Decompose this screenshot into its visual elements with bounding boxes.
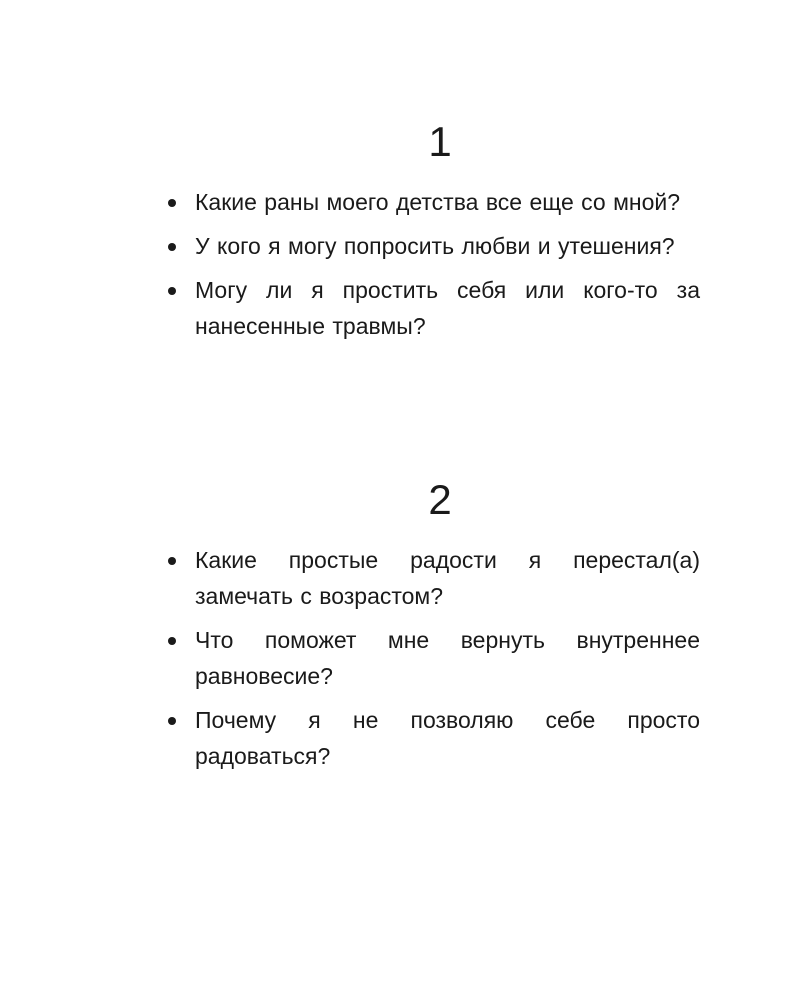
question-item: [160, 702, 700, 774]
question-item: [160, 184, 700, 220]
question-section-2: [160, 470, 700, 782]
question-text: У кого я могу попросить любви и утешения?: [195, 233, 675, 259]
question-list: [160, 542, 700, 774]
section-number: 1: [428, 118, 452, 165]
question-text: Могу ли я простить себя или кого-то за нанесенные травмы?: [195, 277, 700, 339]
question-item: [160, 272, 700, 344]
question-section-1: [160, 112, 700, 352]
bullet-icon: [168, 637, 176, 645]
question-item: [160, 622, 700, 694]
bullet-icon: [168, 717, 176, 725]
question-text: Какие раны моего детства все еще со мной?: [195, 189, 681, 215]
question-list: [160, 184, 700, 344]
bullet-icon: [168, 243, 176, 251]
bullet-icon: [168, 557, 176, 565]
question-text: Какие простые радости я перестал(а) замечать с возрастом?: [195, 547, 700, 609]
question-item: [160, 542, 700, 614]
question-text: Что поможет мне вернуть внутреннее равновесие?: [195, 627, 700, 689]
bullet-icon: [168, 287, 176, 295]
bullet-icon: [168, 199, 176, 207]
question-text: Почему я не позволяю себе просто радоваться?: [195, 707, 700, 769]
question-item: [160, 228, 700, 264]
section-number: 2: [428, 476, 452, 523]
